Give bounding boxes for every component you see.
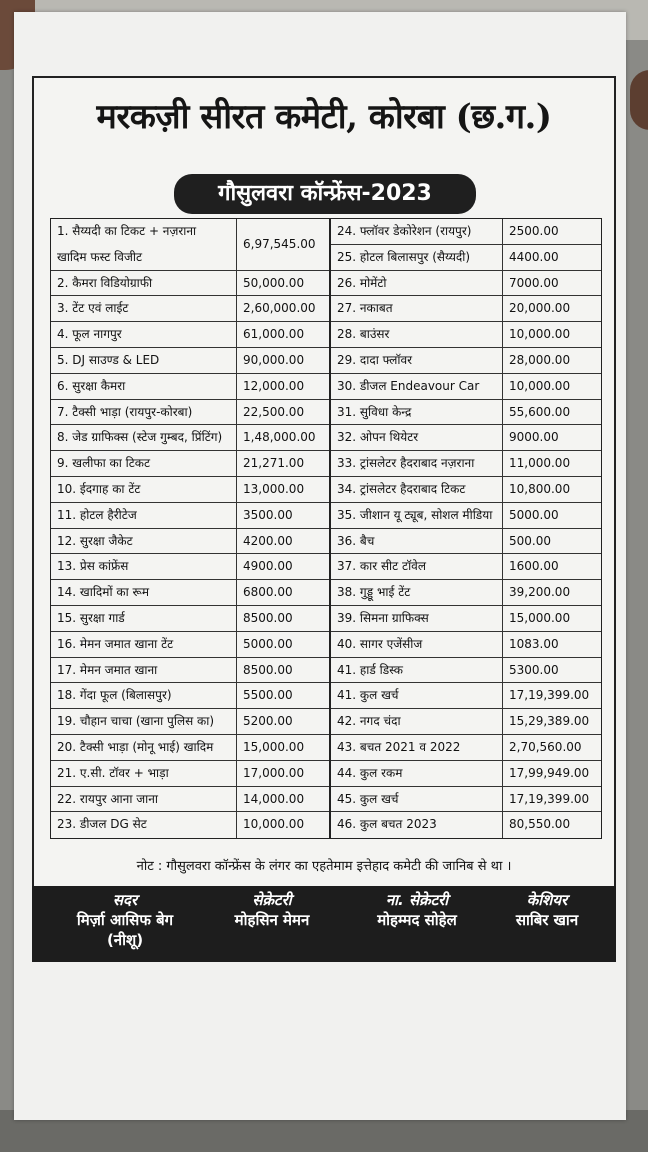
table-row	[51, 477, 329, 503]
officer-president	[50, 890, 200, 950]
item-amount: 2,70,560.00	[502, 735, 601, 760]
item-amount: 11,000.00	[502, 451, 601, 476]
hand-right	[630, 70, 648, 130]
item-amount: 61,000.00	[236, 322, 329, 347]
item-amount: 28,000.00	[502, 348, 601, 373]
table-row	[51, 709, 329, 735]
table-row	[51, 451, 329, 477]
item-amount: 15,000.00	[236, 735, 329, 760]
item-amount: 15,000.00	[502, 606, 601, 631]
item-label: 34. ट्रांसलेटर हैदराबाद टिकट	[337, 481, 466, 496]
table-row	[51, 296, 329, 322]
officer-role: सदर	[112, 891, 138, 909]
table-row	[331, 606, 601, 632]
item-label: 20. टैक्सी भाड़ा (मोनू भाई) खादिम	[57, 739, 214, 754]
item-label: 5. DJ साउण्ड & LED	[57, 352, 160, 367]
footnote: नोट : गौसुलवरा कॉन्फ्रेंस के लंगर का एहतेमाम इत्तेहाद कमेटी की जानिब से था ।	[136, 859, 512, 874]
item-label: 12. सुरक्षा जैकेट	[57, 533, 133, 548]
item-amount: 5000.00	[502, 503, 601, 528]
item-amount: 9000.00	[502, 425, 601, 450]
table-row	[51, 425, 329, 451]
table-row	[51, 503, 329, 529]
table-row	[51, 761, 329, 787]
table-row	[331, 503, 601, 529]
table-row	[331, 580, 601, 606]
item-amount: 21,271.00	[236, 451, 329, 476]
table-row	[51, 271, 329, 297]
table-row	[331, 219, 601, 245]
officer-name: मोहसिन मेमन	[234, 911, 310, 929]
item-label: 1. सैय्यदी का टिकट + नज़राना	[57, 224, 197, 238]
officer-role: केशियर	[526, 891, 568, 909]
item-amount: 5000.00	[236, 632, 329, 657]
table-row	[331, 709, 601, 735]
item-amount: 1600.00	[502, 554, 601, 579]
item-label: 15. सुरक्षा गार्ड	[57, 610, 125, 625]
conference-subtitle: गौसुलवरा कॉन्फ्रेंस-2023	[174, 174, 476, 214]
item-amount: 4900.00	[236, 554, 329, 579]
item-amount: 8500.00	[236, 658, 329, 683]
item-label: 11. होटल हैरीटेज	[57, 507, 137, 522]
table-row	[51, 683, 329, 709]
item-label: 6. सुरक्षा कैमरा	[57, 378, 126, 393]
item-amount: 5300.00	[502, 658, 601, 683]
item-amount: 2500.00	[502, 219, 601, 244]
item-label: 44. कुल रकम	[337, 765, 403, 780]
item-label: 36. बैच	[337, 533, 375, 548]
item-label: 41. कुल खर्च	[337, 688, 399, 703]
table-row	[331, 632, 601, 658]
item-label: 24. फ्लॉवर डेकोरेशन (रायपुर)	[337, 224, 472, 238]
table-row	[51, 580, 329, 606]
table-row	[331, 271, 601, 297]
item-label: 19. चौहान चाचा (खाना पुलिस का)	[57, 714, 215, 729]
item-amount: 500.00	[502, 529, 601, 554]
item-label: 46. कुल बचत 2023	[337, 817, 437, 832]
item-label: 18. गेंदा फूल (बिलासपुर)	[57, 688, 172, 703]
expense-table-left	[50, 218, 330, 839]
item-amount: 5200.00	[236, 709, 329, 734]
item-label: 14. खादिमों का रूम	[57, 585, 150, 600]
item-label: 38. गुड्डू भाई टेंट	[337, 585, 411, 600]
table-row	[331, 400, 601, 426]
officer-nickname: (नीशू)	[106, 931, 144, 949]
item-amount: 10,000.00	[502, 374, 601, 399]
table-row	[331, 425, 601, 451]
item-amount: 4200.00	[236, 529, 329, 554]
item-amount: 17,99,949.00	[502, 761, 601, 786]
item-label: 39. सिमना ग्राफिक्स	[337, 610, 429, 625]
item-label: 22. रायपुर आना जाना	[57, 791, 159, 806]
item-amount: 90,000.00	[236, 348, 329, 373]
item-label: 31. सुविधा केन्द्र	[337, 404, 412, 419]
item-amount: 1083.00	[502, 632, 601, 657]
item-label: 29. दादा फ्लॉवर	[337, 352, 413, 367]
item-amount: 22,500.00	[236, 400, 329, 425]
table-row	[331, 812, 601, 838]
item-label: 30. डीजल Endeavour Car	[337, 378, 480, 393]
officer-role: ना. सेक्रेटरी	[385, 891, 449, 909]
table-row	[51, 348, 329, 374]
item-amount: 8500.00	[236, 606, 329, 631]
document-frame	[32, 76, 616, 962]
table-row	[51, 322, 329, 348]
table-row	[331, 374, 601, 400]
item-amount: 3500.00	[236, 503, 329, 528]
table-row	[51, 658, 329, 684]
item-amount: 7000.00	[502, 271, 601, 296]
item-amount: 6800.00	[236, 580, 329, 605]
item-label-continued: खादिम फस्ट विजीट	[57, 249, 143, 264]
item-amount: 39,200.00	[502, 580, 601, 605]
item-label: 41. हार्ड डिस्क	[337, 662, 404, 677]
item-amount: 15,29,389.00	[502, 709, 601, 734]
item-amount: 6,97,545.00	[236, 219, 329, 270]
table-row	[51, 219, 329, 271]
item-amount: 2,60,000.00	[236, 296, 329, 321]
table-row	[51, 374, 329, 400]
table-row	[51, 632, 329, 658]
item-label: 2. कैमरा विडियोग्राफी	[57, 275, 153, 290]
table-row	[51, 606, 329, 632]
table-row	[331, 529, 601, 555]
table-row	[51, 529, 329, 555]
item-amount: 17,19,399.00	[502, 683, 601, 708]
table-row	[331, 322, 601, 348]
table-row	[331, 554, 601, 580]
officer-secretary	[207, 890, 337, 930]
item-label: 9. खलीफा का टिकट	[57, 456, 151, 471]
item-label: 28. बाउंसर	[337, 327, 390, 342]
item-amount: 50,000.00	[236, 271, 329, 296]
item-label: 13. प्रेस कांफ्रेंस	[57, 559, 129, 574]
item-label: 33. ट्रांसलेटर हैदराबाद नज़राना	[337, 456, 475, 471]
table-row	[331, 658, 601, 684]
item-amount: 13,000.00	[236, 477, 329, 502]
item-label: 35. जीशान यू ट्यूब, सोशल मीडिया	[337, 507, 493, 522]
item-label: 16. मेमन जमात खाना टेंट	[57, 636, 174, 651]
item-amount: 17,000.00	[236, 761, 329, 786]
expense-table-right	[330, 218, 602, 839]
item-label: 23. डीजल DG सेट	[57, 817, 147, 832]
table-row	[331, 451, 601, 477]
officer-name: मिर्ज़ा आसिफ बेग	[76, 911, 174, 929]
table-row	[331, 296, 601, 322]
item-amount: 12,000.00	[236, 374, 329, 399]
item-amount: 4400.00	[502, 245, 601, 270]
item-label: 40. सागर एजेंसीज	[337, 636, 423, 651]
table-row	[331, 477, 601, 503]
page-title: मरकज़ी सीरत कमेटी, कोरबा (छ.ग.)	[96, 97, 552, 137]
officer-name: साबिर खान	[515, 911, 579, 929]
table-row	[51, 735, 329, 761]
table-row	[331, 761, 601, 787]
table-row	[51, 787, 329, 813]
table-row	[51, 812, 329, 838]
item-label: 27. नकाबत	[337, 301, 393, 316]
item-label: 4. फूल नागपुर	[57, 327, 122, 342]
item-amount: 5500.00	[236, 683, 329, 708]
item-amount: 10,000.00	[502, 322, 601, 347]
item-amount: 17,19,399.00	[502, 787, 601, 812]
item-amount: 10,800.00	[502, 477, 601, 502]
table-row	[51, 400, 329, 426]
item-label: 42. नगद चंदा	[337, 714, 401, 729]
item-label: 7. टैक्सी भाड़ा (रायपुर-कोरबा)	[57, 404, 193, 419]
paper-sheet	[14, 12, 626, 1120]
item-label: 37. कार सीट टॉवेल	[337, 559, 426, 574]
item-label: 45. कुल खर्च	[337, 791, 399, 806]
table-row	[331, 348, 601, 374]
item-label: 3. टेंट एवं लाईट	[57, 301, 129, 316]
item-label: 43. बचत 2021 व 2022	[337, 739, 461, 754]
officer-deputy-secretary	[352, 890, 482, 930]
item-amount: 55,600.00	[502, 400, 601, 425]
officers-footer	[32, 886, 616, 962]
item-label: 17. मेमन जमात खाना	[57, 662, 158, 677]
table-row	[331, 787, 601, 813]
item-amount: 14,000.00	[236, 787, 329, 812]
item-label: 21. ए.सी. टॉवर + भाड़ा	[57, 765, 169, 780]
item-amount: 20,000.00	[502, 296, 601, 321]
item-label: 32. ओपन थियेटर	[337, 430, 419, 445]
table-row	[331, 735, 601, 761]
item-label: 25. होटल बिलासपुर (सैय्यदी)	[337, 249, 471, 264]
table-row	[331, 683, 601, 709]
officer-cashier	[487, 890, 607, 930]
item-amount: 1,48,000.00	[236, 425, 329, 450]
officer-name: मोहम्मद सोहेल	[377, 911, 457, 929]
item-amount: 10,000.00	[236, 812, 329, 838]
table-row	[51, 554, 329, 580]
table-row	[331, 245, 601, 271]
item-label: 26. मोमेंटो	[337, 275, 387, 290]
item-label: 10. ईदगाह का टेंट	[57, 481, 141, 496]
item-amount: 80,550.00	[502, 812, 601, 838]
item-label: 8. जेड ग्राफिक्स (स्टेज गुम्बद, प्रिंटिंग)	[57, 430, 223, 445]
officer-role: सेक्रेटरी	[252, 891, 292, 909]
